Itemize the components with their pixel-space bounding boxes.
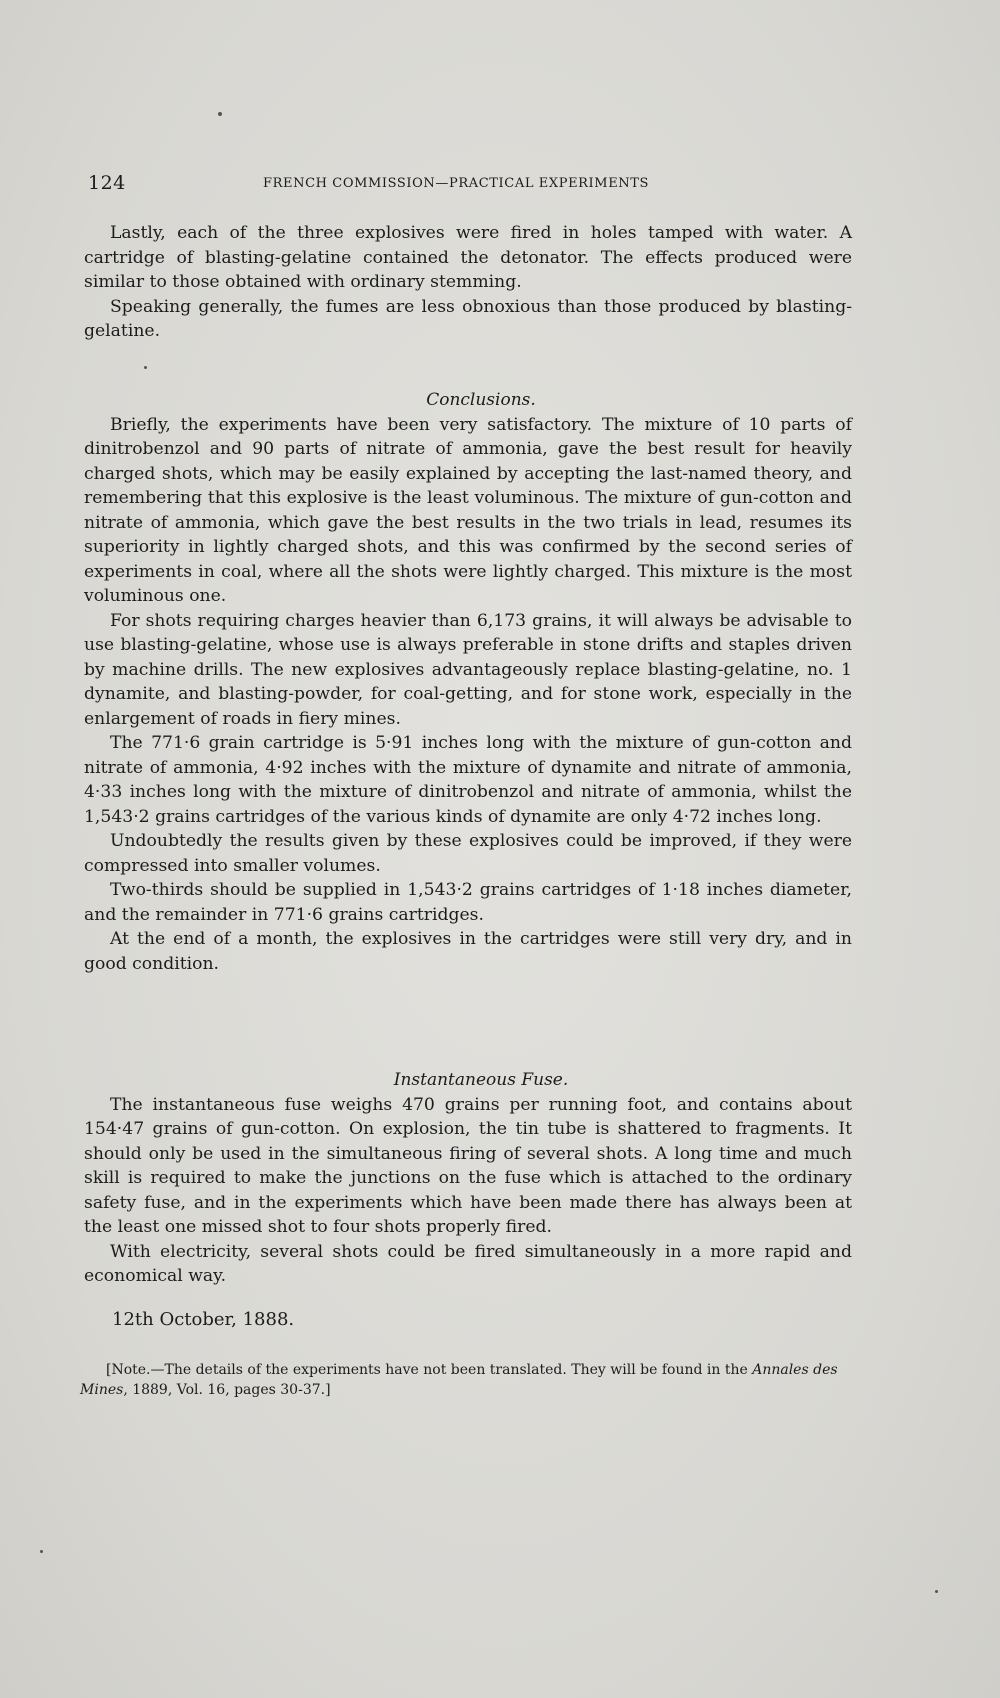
section-heading: Conclusions. bbox=[426, 390, 536, 410]
paragraph: Undoubtedly the results given by these explosives could be improved, if they were compressed into smaller volumes. bbox=[84, 831, 852, 876]
print-speck bbox=[144, 366, 147, 369]
paragraph: Two-thirds should be supplied in 1,543·2 grains cartridges of 1·18 inches diameter, and the remainder in 771·6 grains cartridges. bbox=[84, 880, 852, 925]
footnote bbox=[80, 1360, 850, 1400]
print-speck bbox=[935, 1590, 938, 1593]
fuse-section bbox=[84, 1068, 852, 1289]
paragraph: Speaking generally, the fumes are less obnoxious than those produced by blasting-gelatine. bbox=[84, 296, 852, 341]
journal-title: Annales des Mines bbox=[80, 1362, 838, 1398]
page-number: 124 bbox=[88, 172, 126, 194]
paragraph: At the end of a month, the explosives in the cartridges were still very dry, and in good condition. bbox=[84, 929, 852, 974]
paragraph: Lastly, each of the three explosives were fired in holes tamped with water. A cartridge of blasting-gelatine contained the detonator. The effects produced were similar to those obtained with ordinary stemming. bbox=[84, 223, 852, 292]
intro-section bbox=[84, 221, 852, 344]
paragraph: The instantaneous fuse weighs 470 grains per running foot, and contains about 154·47 grains of gun-cotton. On explosion, the tin tube is shattered to fragments. It should only be used in the simultaneous firing of several shots. A long time and much skill is required to make the junctions on the fuse which is attached to the ordinary safety fuse, and in the experiments which have been made there has always been at the least one missed shot to four shots properly fired. bbox=[84, 1094, 852, 1237]
footnote-citation: , 1889, Vol. 16, pages 30-37.] bbox=[123, 1382, 331, 1398]
conclusions-section bbox=[84, 388, 852, 976]
paragraph: Briefly, the experiments have been very satisfactory. The mixture of 10 parts of dinitrobenzol and 90 parts of nitrate of ammonia, gave the best result for heavily charged shots, which may be easily explained by accepting the last-named theory, and remembering that this explosive is the least voluminous. The mixture of gun-cotton and nitrate of ammonia, which gave the best results in the two trials in lead, resumes its superiority in lightly charged shots, and this was confirmed by the second series of experiments in coal, where all the shots were lightly charged. This mixture is the most voluminous one. bbox=[84, 414, 852, 606]
print-speck bbox=[40, 1550, 43, 1553]
paragraph: With electricity, several shots could be fired simultaneously in a more rapid and economical way. bbox=[84, 1241, 852, 1286]
paragraph: For shots requiring charges heavier than 6,173 grains, it will always be advisable to use blasting-gelatine, whose use is always preferable in stone drifts and staples driven by machine drills. The new explosives advantageously replace blasting-gelatine, no. 1 dynamite, and blasting-powder, for coal-getting, and for stone work, especially in the enlargement of roads in fiery mines. bbox=[84, 610, 852, 729]
print-speck bbox=[218, 112, 222, 116]
running-head: FRENCH COMMISSION—PRACTICAL EXPERIMENTS bbox=[263, 176, 650, 191]
date-line: 12th October, 1888. bbox=[112, 1309, 295, 1330]
paragraph: The 771·6 grain cartridge is 5·91 inches long with the mixture of gun-cotton and nitrate of ammonia, 4·92 inches with the mixture of dynamite and nitrate of ammonia, 4·33 inches long with the mixture of dinitrobenzol and nitrate of ammonia, whilst the 1,543·2 grains cartridges of the various kinds of dynamite are only 4·72 inches long. bbox=[84, 733, 852, 827]
footnote-text: [Note.—The details of the experiments have not been translated. They will be found in the bbox=[106, 1362, 753, 1378]
section-heading: Instantaneous Fuse. bbox=[393, 1070, 569, 1090]
page-header bbox=[88, 172, 688, 196]
